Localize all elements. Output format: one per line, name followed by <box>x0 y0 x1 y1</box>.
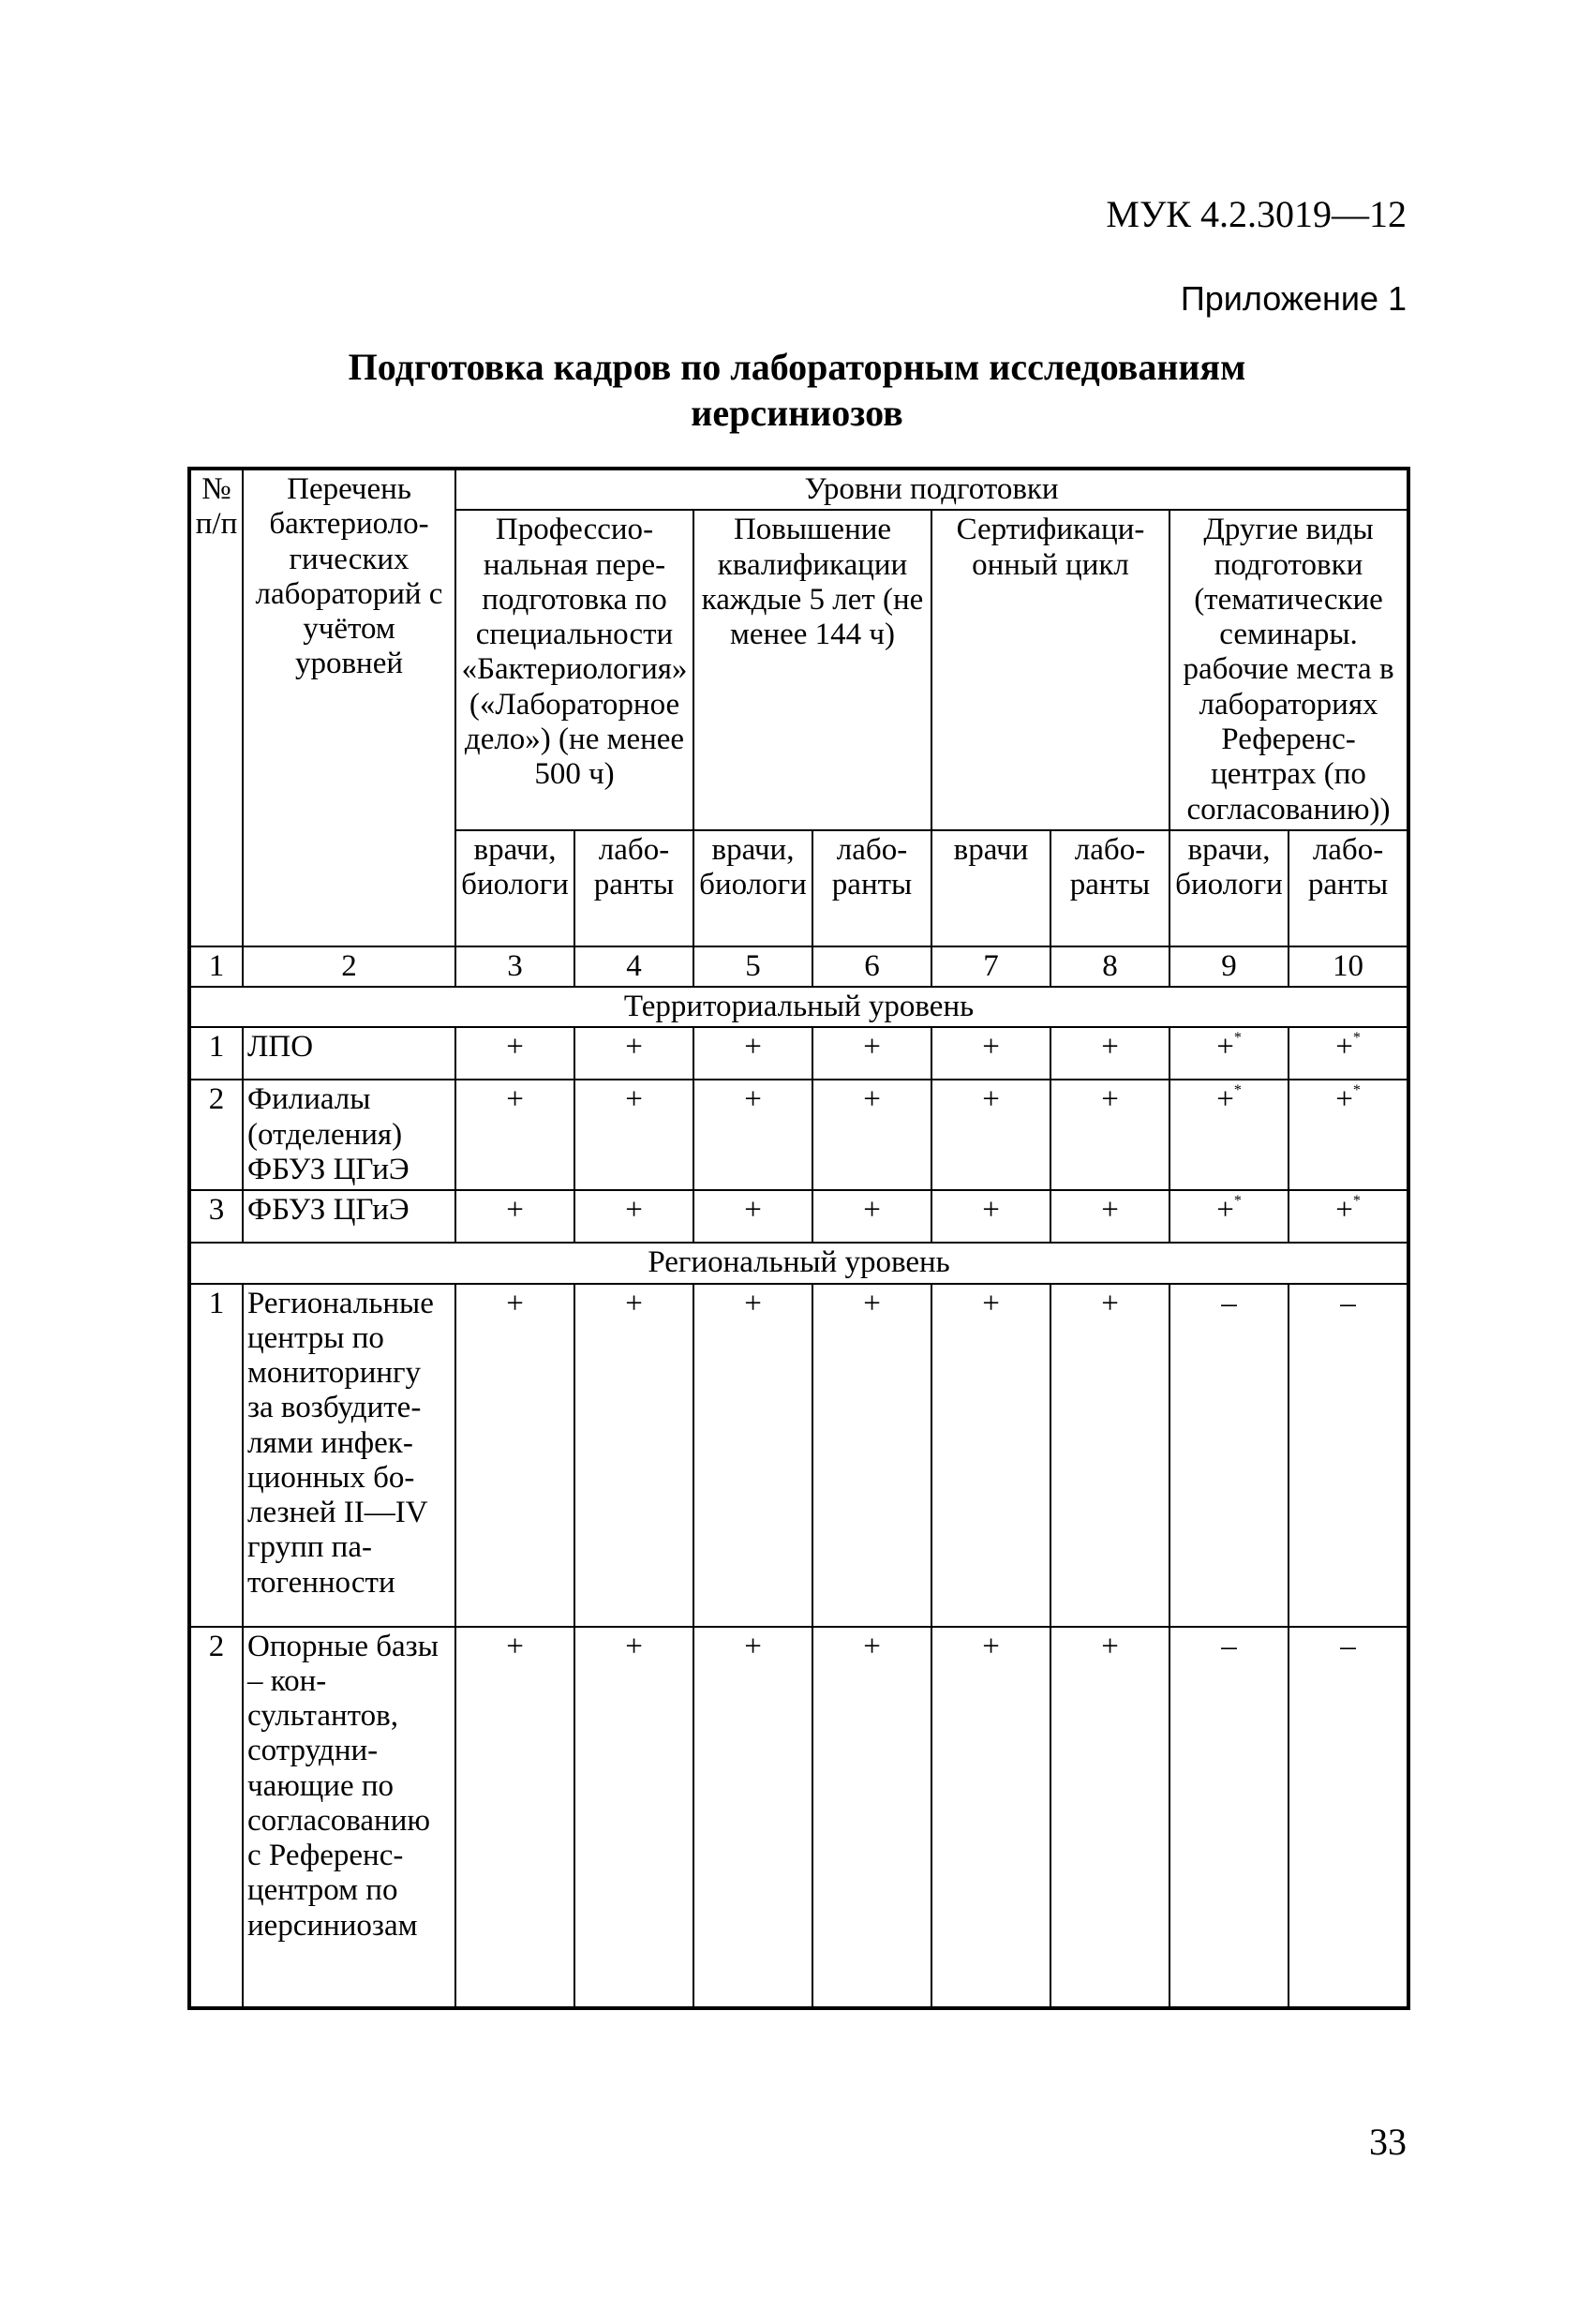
mark-cell <box>574 1080 693 1190</box>
section-title: Региональный уровень <box>189 1243 1408 1283</box>
mark-value: + <box>625 1193 643 1228</box>
mark-value: + <box>863 1193 881 1228</box>
mark-cell <box>1169 1284 1289 1627</box>
mark-cell <box>931 1027 1050 1080</box>
footnote-star: * <box>1352 1082 1361 1099</box>
mark-cell <box>1050 1027 1169 1080</box>
table-row <box>189 1627 1408 2008</box>
column-number-row <box>189 946 1408 987</box>
header-group-qualification: Повышение квалификации каждые 5 лет (не менее 144 ч) <box>693 510 931 830</box>
document-title <box>187 345 1407 437</box>
lab-name: Опорные базы – консультантов, сотрудничающие по согласованию с Референс-центром по иерсиниозам <box>243 1627 455 2008</box>
mark-cell <box>693 1627 812 2008</box>
mark-value: + <box>506 1286 524 1320</box>
mark-value: + <box>982 1286 1000 1320</box>
mark-cell <box>1050 1190 1169 1243</box>
row-number: 1 <box>189 1027 243 1080</box>
mark-value: + <box>1216 1082 1234 1117</box>
lab-name: ЛПО <box>243 1027 455 1080</box>
title-line-1: Подготовка кадров по лабораторным исследованиям <box>348 346 1246 388</box>
appendix-label: Приложение 1 <box>1180 279 1407 318</box>
mark-cell <box>455 1284 574 1627</box>
mark-value: + <box>625 1030 643 1065</box>
mark-cell <box>574 1284 693 1627</box>
sub-header: врачи, биологи <box>1169 830 1289 946</box>
mark-value: + <box>982 1193 1000 1228</box>
mark-value: + <box>506 1030 524 1065</box>
row-number: 2 <box>189 1627 243 2008</box>
mark-value: + <box>506 1193 524 1228</box>
sub-header: лаборанты <box>574 830 693 946</box>
training-table <box>187 467 1410 2010</box>
title-line-2: иерсиниозов <box>691 391 903 434</box>
mark-value: + <box>1335 1082 1353 1117</box>
mark-value: – <box>1340 1629 1356 1663</box>
mark-value: + <box>625 1286 643 1320</box>
mark-value: + <box>744 1629 762 1663</box>
mark-cell <box>812 1027 931 1080</box>
mark-cell <box>931 1284 1050 1627</box>
mark-value: + <box>863 1030 881 1065</box>
mark-value: + <box>1216 1030 1234 1065</box>
mark-value: + <box>625 1629 643 1663</box>
mark-value: + <box>863 1286 881 1320</box>
mark-value: + <box>1335 1030 1353 1065</box>
mark-cell <box>574 1627 693 2008</box>
table-body <box>189 987 1408 2007</box>
mark-cell <box>1289 1190 1408 1243</box>
lab-name: Региональные центры по мониторингу за возбудителями инфекционных болезней II—IV групп патогенности <box>243 1284 455 1627</box>
mark-cell <box>693 1080 812 1190</box>
lab-name: ФБУЗ ЦГиЭ <box>243 1190 455 1243</box>
mark-value: – <box>1221 1629 1237 1663</box>
mark-cell <box>1169 1190 1289 1243</box>
mark-cell <box>455 1190 574 1243</box>
col-number: 3 <box>455 946 574 987</box>
table-row <box>189 1284 1408 1627</box>
mark-value: + <box>506 1629 524 1663</box>
mark-cell <box>931 1627 1050 2008</box>
footnote-star: * <box>1233 1082 1242 1099</box>
mark-value: + <box>1335 1193 1353 1228</box>
col-number: 10 <box>1289 946 1408 987</box>
mark-value: + <box>1216 1193 1234 1228</box>
mark-value: – <box>1340 1286 1356 1320</box>
mark-cell <box>693 1284 812 1627</box>
table-row <box>189 1080 1408 1190</box>
sub-header: лаборанты <box>1050 830 1169 946</box>
header-group-certification: Сертификационный цикл <box>931 510 1169 830</box>
header-group-other: Другие виды подготовки (тематические семинары. рабочие места в лабораториях Референс-центрах (по согласованию)) <box>1169 510 1408 830</box>
mark-cell <box>1289 1027 1408 1080</box>
mark-cell <box>1169 1627 1289 2008</box>
col-number: 6 <box>812 946 931 987</box>
col-number: 7 <box>931 946 1050 987</box>
mark-cell <box>812 1284 931 1627</box>
mark-value: + <box>863 1629 881 1663</box>
mark-cell <box>455 1627 574 2008</box>
mark-value: + <box>1101 1030 1119 1065</box>
mark-value: + <box>1101 1629 1119 1663</box>
header-levels: Уровни подготовки <box>455 469 1408 510</box>
mark-value: + <box>982 1629 1000 1663</box>
mark-cell <box>574 1027 693 1080</box>
mark-value: + <box>863 1082 881 1117</box>
sub-header: врачи, биологи <box>693 830 812 946</box>
mark-value: – <box>1221 1286 1237 1320</box>
col-number: 8 <box>1050 946 1169 987</box>
section-row <box>189 987 1408 1027</box>
mark-cell <box>1050 1080 1169 1190</box>
footnote-star: * <box>1233 1030 1242 1047</box>
mark-value: + <box>982 1082 1000 1117</box>
mark-value: + <box>1101 1082 1119 1117</box>
mark-value: + <box>982 1030 1000 1065</box>
header-row-levels <box>189 469 1408 510</box>
row-number: 1 <box>189 1284 243 1627</box>
header-num: № п/п <box>189 469 243 946</box>
col-number: 1 <box>189 946 243 987</box>
footnote-star: * <box>1352 1030 1361 1047</box>
col-number: 9 <box>1169 946 1289 987</box>
header-list: Перечень бактериологических лабораторий с учётом уровней <box>243 469 455 946</box>
mark-cell <box>812 1080 931 1190</box>
mark-cell <box>455 1027 574 1080</box>
col-number: 2 <box>243 946 455 987</box>
mark-value: + <box>744 1030 762 1065</box>
mark-cell <box>574 1190 693 1243</box>
footnote-star: * <box>1233 1193 1242 1210</box>
mark-value: + <box>744 1082 762 1117</box>
mark-cell <box>1169 1027 1289 1080</box>
mark-value: + <box>625 1082 643 1117</box>
sub-header: лаборанты <box>812 830 931 946</box>
col-number: 5 <box>693 946 812 987</box>
mark-value: + <box>744 1286 762 1320</box>
row-number: 3 <box>189 1190 243 1243</box>
section-title: Территориальный уровень <box>189 987 1408 1027</box>
mark-cell <box>931 1190 1050 1243</box>
mark-cell <box>1289 1080 1408 1190</box>
mark-cell <box>693 1190 812 1243</box>
mark-cell <box>455 1080 574 1190</box>
header-group-retraining: Профессиональная переподготовка по специальности «Бактериология» («Лабораторное дело») (не менее 500 ч) <box>455 510 693 830</box>
sub-header: врачи, биологи <box>455 830 574 946</box>
table-row <box>189 1027 1408 1080</box>
mark-cell <box>1050 1284 1169 1627</box>
mark-cell <box>812 1190 931 1243</box>
mark-value: + <box>506 1082 524 1117</box>
section-row <box>189 1243 1408 1283</box>
sub-header: лаборанты <box>1289 830 1408 946</box>
document-code: МУК 4.2.3019—12 <box>1106 193 1407 235</box>
mark-cell <box>693 1027 812 1080</box>
mark-cell <box>1169 1080 1289 1190</box>
mark-cell <box>1289 1627 1408 2008</box>
col-number: 4 <box>574 946 693 987</box>
table-row <box>189 1190 1408 1243</box>
lab-name: Филиалы (отделения) ФБУЗ ЦГиЭ <box>243 1080 455 1190</box>
mark-cell <box>931 1080 1050 1190</box>
mark-cell <box>1289 1284 1408 1627</box>
footnote-star: * <box>1352 1193 1361 1210</box>
mark-value: + <box>744 1193 762 1228</box>
page-number: 33 <box>1369 2121 1407 2163</box>
mark-cell <box>812 1627 931 2008</box>
mark-value: + <box>1101 1286 1119 1320</box>
row-number: 2 <box>189 1080 243 1190</box>
mark-cell <box>1050 1627 1169 2008</box>
mark-value: + <box>1101 1193 1119 1228</box>
sub-header: врачи <box>931 830 1050 946</box>
